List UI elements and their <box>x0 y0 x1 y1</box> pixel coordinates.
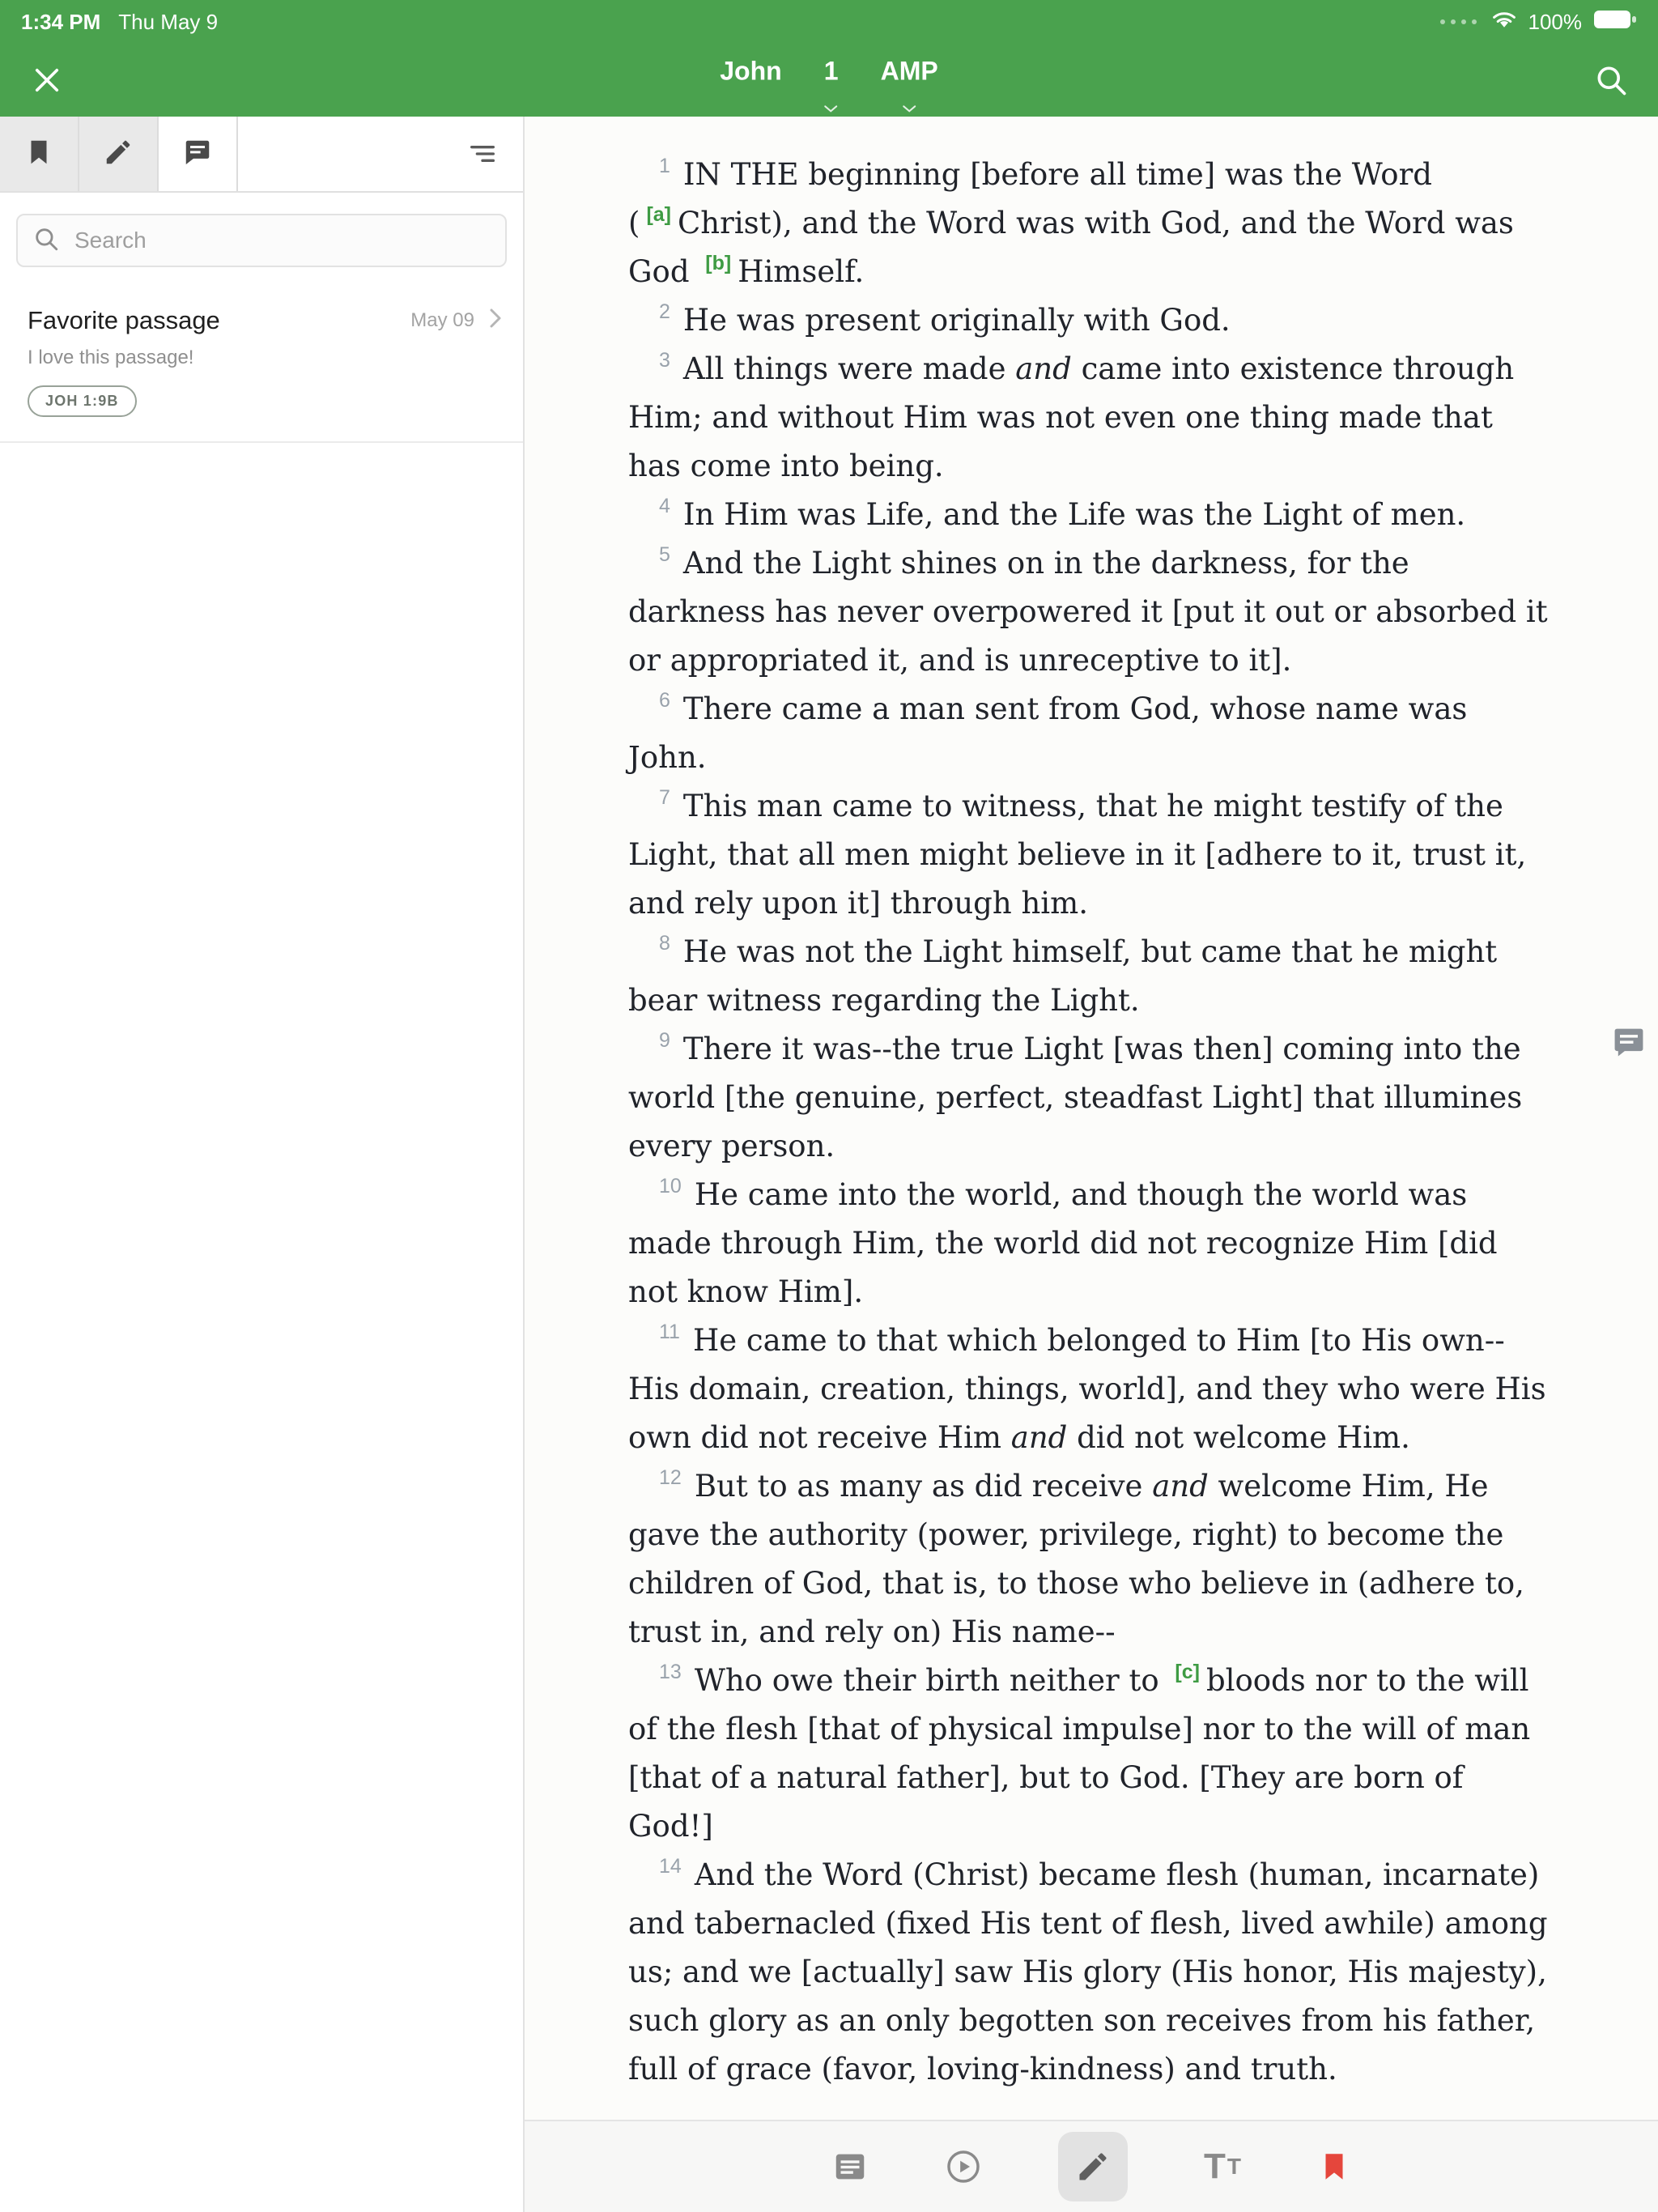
chevron-down-icon <box>824 89 839 99</box>
verse-number: 13 <box>659 1660 682 1683</box>
app-header <box>0 0 1658 117</box>
tab-highlights[interactable] <box>79 117 159 191</box>
verse-text: And the Light shines on in the darkness, for the darkness has never overpowered it [put it out or absorbed it or appropriated it, and is unreceptive to it]. <box>628 546 1548 678</box>
note-title: Favorite passage <box>28 306 220 334</box>
verse[interactable] <box>628 151 1554 296</box>
note-body: I love this passage! <box>28 347 194 368</box>
verse-text: He was present originally with God. <box>682 303 1231 338</box>
verse[interactable] <box>628 1317 1554 1462</box>
footnote-marker[interactable]: [b] <box>705 251 732 274</box>
tab-bookmarks[interactable] <box>0 117 79 191</box>
tab-notes[interactable] <box>159 117 238 191</box>
verse-number: 2 <box>659 300 670 323</box>
verse-text: IN THE beginning [before all time] was the Word ( <box>628 157 1432 240</box>
status-date: Thu May 9 <box>118 9 219 34</box>
verse-text: and <box>1010 1420 1068 1455</box>
verse-number: 11 <box>659 1320 680 1343</box>
footnote-marker[interactable]: [c] <box>1175 1660 1200 1683</box>
notes-sidebar <box>0 117 525 2212</box>
search-icon <box>32 225 60 257</box>
reader-icon[interactable] <box>831 2148 869 2185</box>
verse-number: 5 <box>659 542 670 566</box>
nav-bar <box>0 40 1658 120</box>
battery-percent: 100% <box>1528 9 1582 34</box>
verse-text: He was not the Light himself, but came that he might bear witness regarding the Light. <box>628 934 1498 1018</box>
search-icon[interactable] <box>1588 57 1634 103</box>
play-icon[interactable] <box>945 2148 982 2185</box>
verse[interactable] <box>628 345 1554 491</box>
comment-bubble-icon[interactable] <box>1611 1025 1647 1065</box>
close-icon[interactable] <box>24 57 70 103</box>
filter-icon[interactable] <box>442 117 523 191</box>
verse-text: All things were made <box>682 351 1016 386</box>
verse[interactable] <box>628 1462 1554 1657</box>
verse-text: There came a man sent from God, whose name was John. <box>628 691 1468 775</box>
verse-text: bloods nor to the will of the flesh [that of physical impulse] nor to the will of man [that of a natural father], but to God. [They are born of God!] <box>628 1663 1531 1844</box>
version-selector[interactable]: AMP <box>881 56 938 99</box>
verse-text: There it was--the true Light [was then] coming into the world [the genuine, perfect, steadfast Light] that illumines every person. <box>628 1032 1523 1163</box>
verse-number: 1 <box>659 154 670 177</box>
verse-text: Christ), and the Word was with God, and the Word was God <box>628 206 1514 289</box>
verse-text: Himself. <box>738 254 865 289</box>
verse-text: came into existence through Him; and without Him was not even one thing made that has come into being. <box>628 351 1515 483</box>
verse-number: 4 <box>659 494 670 517</box>
verse-number: 9 <box>659 1028 670 1052</box>
status-time: 1:34 PM <box>21 9 101 34</box>
chevron-right-icon <box>489 308 502 334</box>
sidebar-search <box>16 214 507 267</box>
verse[interactable] <box>628 296 1554 345</box>
verse-container <box>525 117 1658 2207</box>
verse-number: 3 <box>659 348 670 372</box>
verse-number: 14 <box>659 1854 682 1878</box>
verse-text: He came to that which belonged to Him [to His own--His domain, creation, things, world], and they who were His own did not receive Him <box>628 1323 1546 1455</box>
sidebar-tab-strip <box>0 117 523 193</box>
verse-text: He came into the world, and though the world was made through Him, the world did not recognize Him [did not know Him]. <box>628 1177 1498 1309</box>
reader-toolbar <box>525 2120 1658 2212</box>
verse[interactable] <box>628 928 1554 1025</box>
verse[interactable] <box>628 1851 1554 2094</box>
verse-number: 12 <box>659 1465 682 1489</box>
battery-icon <box>1593 8 1637 36</box>
verse-text: and <box>1152 1469 1209 1504</box>
verse[interactable] <box>628 539 1554 685</box>
verse[interactable] <box>628 1171 1554 1317</box>
note-reference-badge[interactable]: JOH 1:9B <box>28 385 137 417</box>
note-list-item[interactable] <box>0 285 523 443</box>
verse-text: And the Word (Christ) became flesh (human, incarnate) and tabernacled (fixed His tent of flesh, lived awhile) among us; and we [actually] saw His glory (His honor, His majesty), such glory as an only begotten son receives from his father, full of grace (favor, loving-kindness) and truth. <box>628 1857 1548 2087</box>
verse-text: In Him was Life, and the Life was the Light of men. <box>682 497 1466 532</box>
passage-selector <box>720 56 938 99</box>
verse[interactable] <box>628 782 1554 928</box>
verse-text: But to as many as did receive <box>694 1469 1153 1504</box>
chapter-selector[interactable]: 1 <box>824 56 839 99</box>
bible-reader[interactable] <box>525 117 1658 2212</box>
verse[interactable] <box>628 1657 1554 1851</box>
search-input[interactable] <box>73 227 491 254</box>
footnote-marker[interactable]: [a] <box>646 202 671 226</box>
verse-text: This man came to witness, that he might testify of the Light, that all men might believe in it [adhere to it, trust it, and rely upon it] through him. <box>628 789 1527 921</box>
pencil-icon[interactable] <box>1058 2132 1128 2201</box>
pencil-icon <box>103 137 134 172</box>
wifi-icon <box>1491 10 1517 35</box>
bookmark-icon <box>23 137 54 172</box>
verse-number: 10 <box>659 1174 682 1197</box>
chevron-down-icon <box>902 89 916 99</box>
verse-text: welcome Him, He gave the authority (power, privilege, right) to become the children of God, that is, to those who believe in (adhere to, trust in, and rely on) His name-- <box>628 1469 1524 1649</box>
note-date: May 09 <box>410 309 474 331</box>
text-size-icon[interactable]: T T <box>1204 2146 1241 2186</box>
verse-number: 7 <box>659 785 670 809</box>
verse-number: 8 <box>659 931 670 955</box>
verse-text: and <box>1015 351 1072 386</box>
verse-text: Who owe their birth neither to <box>694 1663 1169 1698</box>
verse[interactable] <box>628 685 1554 782</box>
verse-text: did not welcome Him. <box>1067 1420 1410 1455</box>
cellular-dots-icon <box>1440 19 1477 24</box>
status-bar <box>0 0 1658 40</box>
book-selector[interactable]: John <box>720 56 782 86</box>
note-icon <box>182 137 213 172</box>
bookmark-icon[interactable] <box>1317 2150 1351 2184</box>
verse[interactable] <box>628 1025 1554 1171</box>
verse-number: 6 <box>659 688 670 712</box>
verse[interactable] <box>628 491 1554 539</box>
